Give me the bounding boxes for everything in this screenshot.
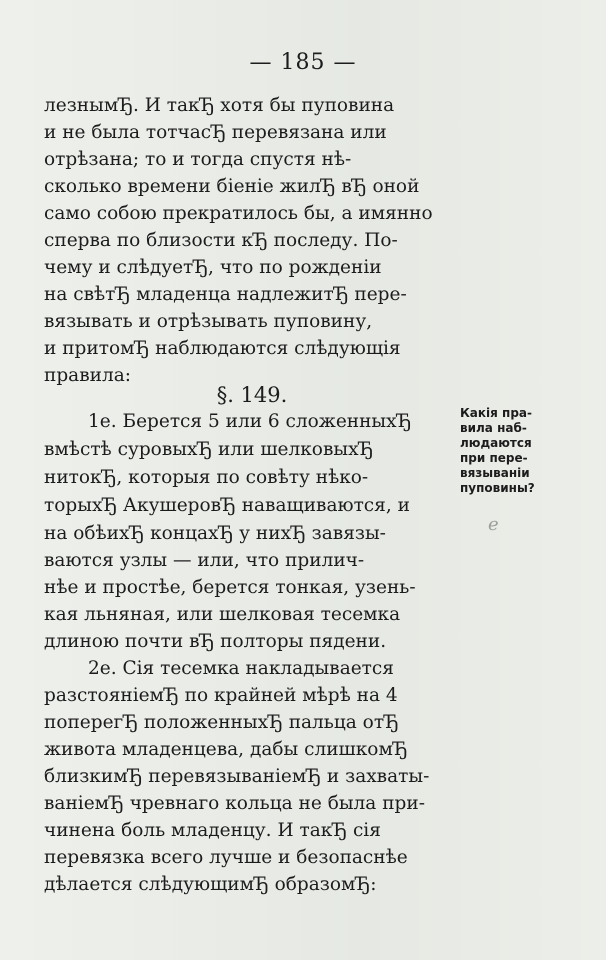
text-line: само собою прекратилось бы, а имянно	[44, 203, 433, 224]
margin-note-line: Какія пра-	[460, 406, 533, 420]
text-line: близкимЂ перевязываніемЂ и захваты-	[44, 766, 430, 787]
text-line: 1е. Берется 5 или 6 сложенныхЂ	[88, 411, 412, 432]
text-line: сперва по близости кЂ последу. По-	[44, 230, 398, 251]
text-line: кая льняная, или шелковая тесемка	[44, 604, 401, 625]
text-line: дѣлается слѣдующимЂ образомЂ:	[44, 874, 377, 895]
text-line: и притомЂ наблюдаются слѣдующія	[44, 338, 401, 359]
pencil-mark: e	[488, 514, 499, 535]
text-line: на свѣтЂ младенца надлежитЂ пере-	[44, 284, 407, 305]
text-line: нитокЂ, которыя по совѣту нѣко-	[44, 467, 369, 488]
margin-note-line: при пере-	[460, 451, 528, 465]
text-line: на обѣихЂ концахЂ у нихЂ завязы-	[44, 523, 386, 544]
text-line: лезнымЂ. И такЂ хотя бы пуповина	[44, 95, 395, 116]
text-line: живота младенцева, дабы слишкомЂ	[44, 739, 408, 760]
text-line: ваніемЂ чревнаго кольца не была при-	[44, 793, 425, 814]
margin-note-line: пуповины?	[460, 481, 535, 495]
text-line: поперегЂ положенныхЂ пальца отЂ	[44, 712, 399, 733]
text-line: сколько времени біеніе жилЂ вЂ оной	[44, 176, 420, 197]
text-line: разстояніемЂ по крайней мѣрѣ на 4	[44, 685, 398, 706]
text-line: перевязка всего лучше и безопаснѣе	[44, 847, 408, 868]
text-line: 2е. Сія тесемка накладывается	[88, 658, 394, 679]
text-line: вязывать и отрѣзывать пуповину,	[44, 311, 373, 332]
margin-note-line: вила наб-	[460, 421, 527, 435]
margin-note-line: людаются	[460, 436, 532, 450]
text-line: торыхЂ АкушеровЂ наващиваются, и	[44, 495, 410, 516]
section-heading: §. 149.	[216, 383, 288, 407]
text-line: нѣе и простѣе, берется тонкая, узень-	[44, 577, 416, 598]
text-line: правила:	[44, 365, 131, 386]
text-line: длиною почти вЂ полторы пядени.	[44, 631, 387, 652]
text-line: чинена боль младенцу. И такЂ сія	[44, 820, 381, 841]
text-line: чему и слѣдуетЂ, что по рожденіи	[44, 257, 382, 278]
page-number: — 185 —	[249, 50, 357, 75]
text-line: ваются узлы — или, что прилич-	[44, 550, 365, 571]
text-line: и не была тотчасЂ перевязана или	[44, 122, 387, 143]
margin-note	[460, 406, 600, 496]
text-line: вмѣстѣ суровыхЂ или шелковыхЂ	[44, 439, 374, 460]
margin-note-line: вязываніи	[460, 466, 530, 480]
text-line: отрѣзана; то и тогда спустя нѣ-	[44, 149, 352, 170]
body-text	[44, 0, 460, 960]
